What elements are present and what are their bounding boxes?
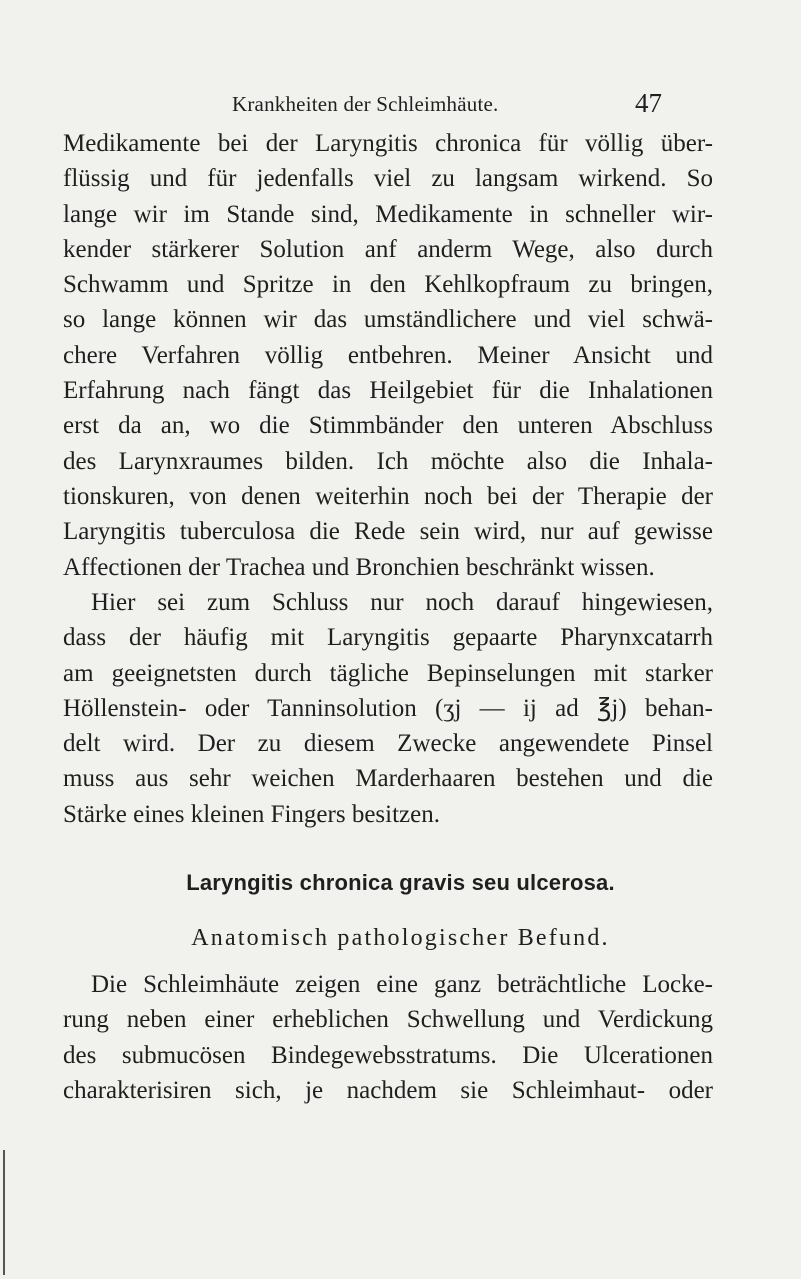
text-line: tionskuren, von denen weiterhin noch bei der Therapie der (63, 482, 713, 510)
paragraph-2 (63, 585, 713, 832)
text-line: am geeignetsten durch tägliche Bepinselungen mit starker (63, 659, 713, 687)
text-line: dass der häufig mit Laryngitis gepaarte Pharynxcatarrh (63, 624, 713, 652)
text-line: Schwamm und Spritze in den Kehlkopfraum zu bringen, (63, 271, 713, 299)
text-line: Medikamente bei der Laryngitis chronica für völlig über- (63, 130, 713, 157)
text-line: rung neben einer erheblichen Schwellung und Verdickung (63, 1006, 713, 1034)
running-header (232, 88, 662, 122)
text-line: Erfahrung nach fängt das Heilgebiet für die Inhalationen (63, 377, 713, 405)
text-line: erst da an, wo die Stimmbänder den unteren Abschluss (63, 412, 713, 440)
text-line: chere Verfahren völlig entbehren. Meiner Ansicht und (63, 341, 713, 369)
running-title: Krankheiten der Schleimhäute. (232, 92, 499, 116)
section-heading: Laryngitis chronica gravis seu ulcerosa. (186, 870, 615, 895)
text-line: Stärke eines kleinen Fingers besitzen. (63, 800, 440, 828)
page-number: 47 (635, 88, 662, 118)
text-line: delt wird. Der zu diesem Zwecke angewendete Pinsel (63, 730, 713, 758)
text-line: Höllenstein- oder Tanninsolution (ʒj — ij ad ℥j) behan- (63, 694, 713, 722)
section-subheading: Anatomisch pathologischer Befund. (191, 925, 610, 951)
paragraph-3 (63, 967, 713, 1108)
text-line: charakterisiren sich, je nachdem sie Schleimhaut- oder (63, 1076, 713, 1104)
text-line: kender stärkerer Solution anf anderm Wege, also durch (63, 235, 713, 263)
text-line: Laryngitis tuberculosa die Rede sein wird, nur auf gewisse (63, 518, 713, 546)
text-line: des Larynxraumes bilden. Ich möchte also die Inhala- (63, 447, 713, 475)
paragraph-1 (63, 126, 713, 585)
text-line: Affectionen der Trachea und Bronchien beschränkt wissen. (63, 553, 655, 581)
text-line: Die Schleimhäute zeigen eine ganz beträchtliche Locke- (91, 971, 713, 998)
scan-edge-mark (3, 1150, 5, 1275)
text-line: Hier sei zum Schluss nur noch darauf hingewiesen, (91, 589, 713, 616)
text-line: flüssig und für jedenfalls viel zu langsam wirkend. So (63, 165, 713, 193)
text-line: so lange können wir das umständlichere und viel schwä- (63, 306, 713, 334)
text-line: des submucösen Bindegewebsstratums. Die Ulcerationen (63, 1041, 713, 1069)
text-line: muss aus sehr weichen Marderhaaren bestehen und die (63, 765, 713, 793)
text-line: lange wir im Stande sind, Medikamente in schneller wir- (63, 200, 713, 228)
